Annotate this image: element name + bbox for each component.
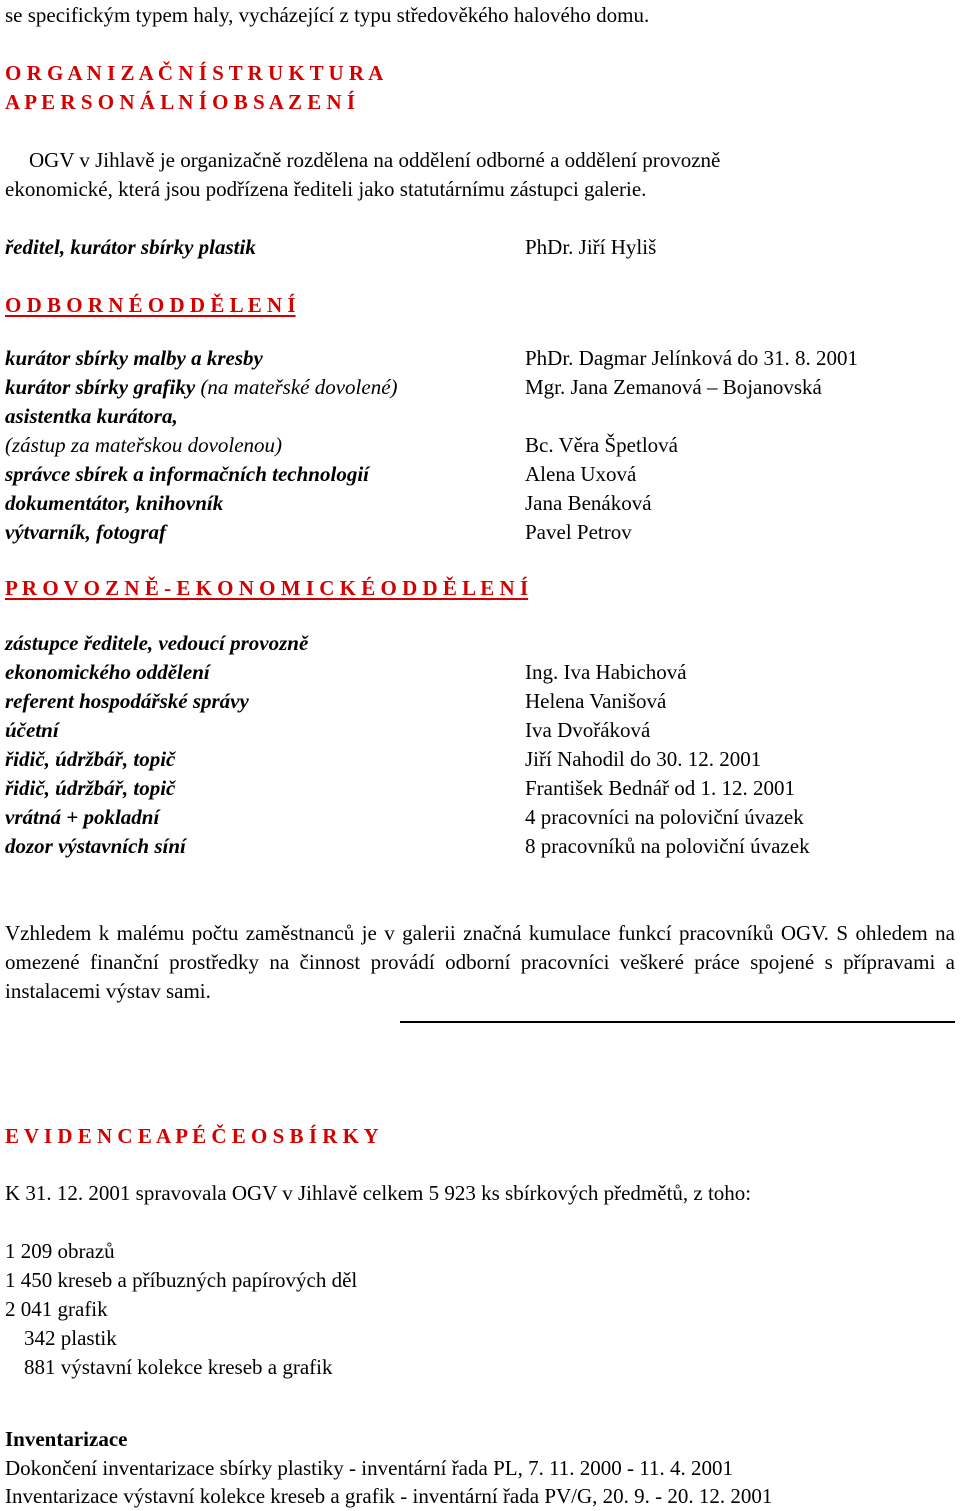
staff-role: asistentka kurátora, [5,404,178,428]
staff-role-title: kurátor sbírky grafiky [5,375,196,399]
provozne-heading: P R O V O Z N Ě - E K O N O M I C K É O D D Ě L E N Í [5,576,529,600]
staff-name: Pavel Petrov [525,520,632,544]
staff-role: referent hospodářské správy [5,689,249,713]
staff-name: 4 pracovníci na poloviční úvazek [525,805,804,829]
org-heading-line2: A P E R S O N Á L N Í O B S A Z E N Í [5,90,356,114]
evidence-intro: K 31. 12. 2001 spravovala OGV v Jihlavě celkem 5 923 ks sbírkových předmětů, z toho: [5,1181,752,1205]
director-name: PhDr. Jiří Hyliš [525,235,657,259]
staff-role: dokumentátor, knihovník [5,491,224,515]
intro-line: se specifickým typem haly, vycházející z typu středověkého halového domu. [5,3,650,27]
staff-name: Bc. Věra Špetlová [525,433,678,457]
collection-item: 1 209 obrazů [5,1239,115,1263]
staff-role-note: (na mateřské dovolené) [195,375,398,399]
staff-role: řidič, údržbář, topič [5,776,176,800]
staff-name: Mgr. Jana Zemanová – Bojanovská [525,375,822,399]
staff-name: Ing. Iva Habichová [525,660,687,684]
staff-role: ekonomického oddělení [5,660,210,684]
org-paragraph-line1: OGV v Jihlavě je organizačně rozdělena na oddělení odborné a oddělení provozně [29,148,721,172]
org-heading-line1: O R G A N I Z A Č N Í S T R U K T U R A [5,61,384,85]
inventory-heading: Inventarizace [5,1427,128,1451]
staff-name: František Bednář od 1. 12. 2001 [525,776,796,800]
inventory-line: Inventarizace výstavní kolekce kreseb a grafik - inventární řada PV/G, 20. 9. - 20. 12. 2001 [5,1484,773,1508]
staff-role: vrátná + pokladní [5,805,160,829]
evidence-heading: E V I D E N C E A P É Č E O S B Í R K Y [5,1124,379,1148]
odborne-heading: O D B O R N É O D D Ě L E N Í [5,293,296,317]
staff-name: 8 pracovníků na poloviční úvazek [525,834,810,858]
staff-role-note: (zástup za mateřskou dovolenou) [5,433,283,457]
staff-name: Alena Uxová [525,462,637,486]
staff-name: Iva Dvořáková [525,718,651,742]
staff-role: zástupce ředitele, vedoucí provozně [5,631,309,655]
staff-role: účetní [5,718,59,742]
org-paragraph-line2: ekonomické, která jsou podřízena řediteli jako statutárnímu zástupci galerie. [5,177,647,201]
staff-role: kurátor sbírky malby a kresby [5,346,263,370]
inventory-line: Dokončení inventarizace sbírky plastiky - inventární řada PL, 7. 11. 2000 - 11. 4. 2001 [5,1456,734,1480]
director-role: ředitel, kurátor sbírky plastik [5,235,256,259]
staff-role [5,431,282,460]
staff-paragraph: Vzhledem k malému počtu zaměstnanců je v galerii značná kumulace funkcí pracovníků OGV. S ohledem na omezené finanční prostředky na činnost provádí odborní pracovníci veškeré práce spojené s přípravami a instalacemi výstav sami. [5,921,955,1003]
collection-item: 1 450 kreseb a příbuzných papírových děl [5,1268,358,1292]
horizontal-rule [400,1021,955,1023]
staff-name: Jana Benáková [525,491,652,515]
collection-item: 881 výstavní kolekce kreseb a grafik [24,1355,333,1379]
staff-role: výtvarník, fotograf [5,520,166,544]
staff-name: Jiří Nahodil do 30. 12. 2001 [525,747,762,771]
staff-role: řidič, údržbář, topič [5,747,176,771]
collection-item: 2 041 grafik [5,1297,108,1321]
collection-item: 342 plastik [24,1326,117,1350]
staff-name: Helena Vanišová [525,689,667,713]
staff-role: správce sbírek a informačních technologií [5,462,369,486]
staff-role: dozor výstavních síní [5,834,186,858]
staff-name: PhDr. Dagmar Jelínková do 31. 8. 2001 [525,346,859,370]
staff-role [5,373,398,402]
